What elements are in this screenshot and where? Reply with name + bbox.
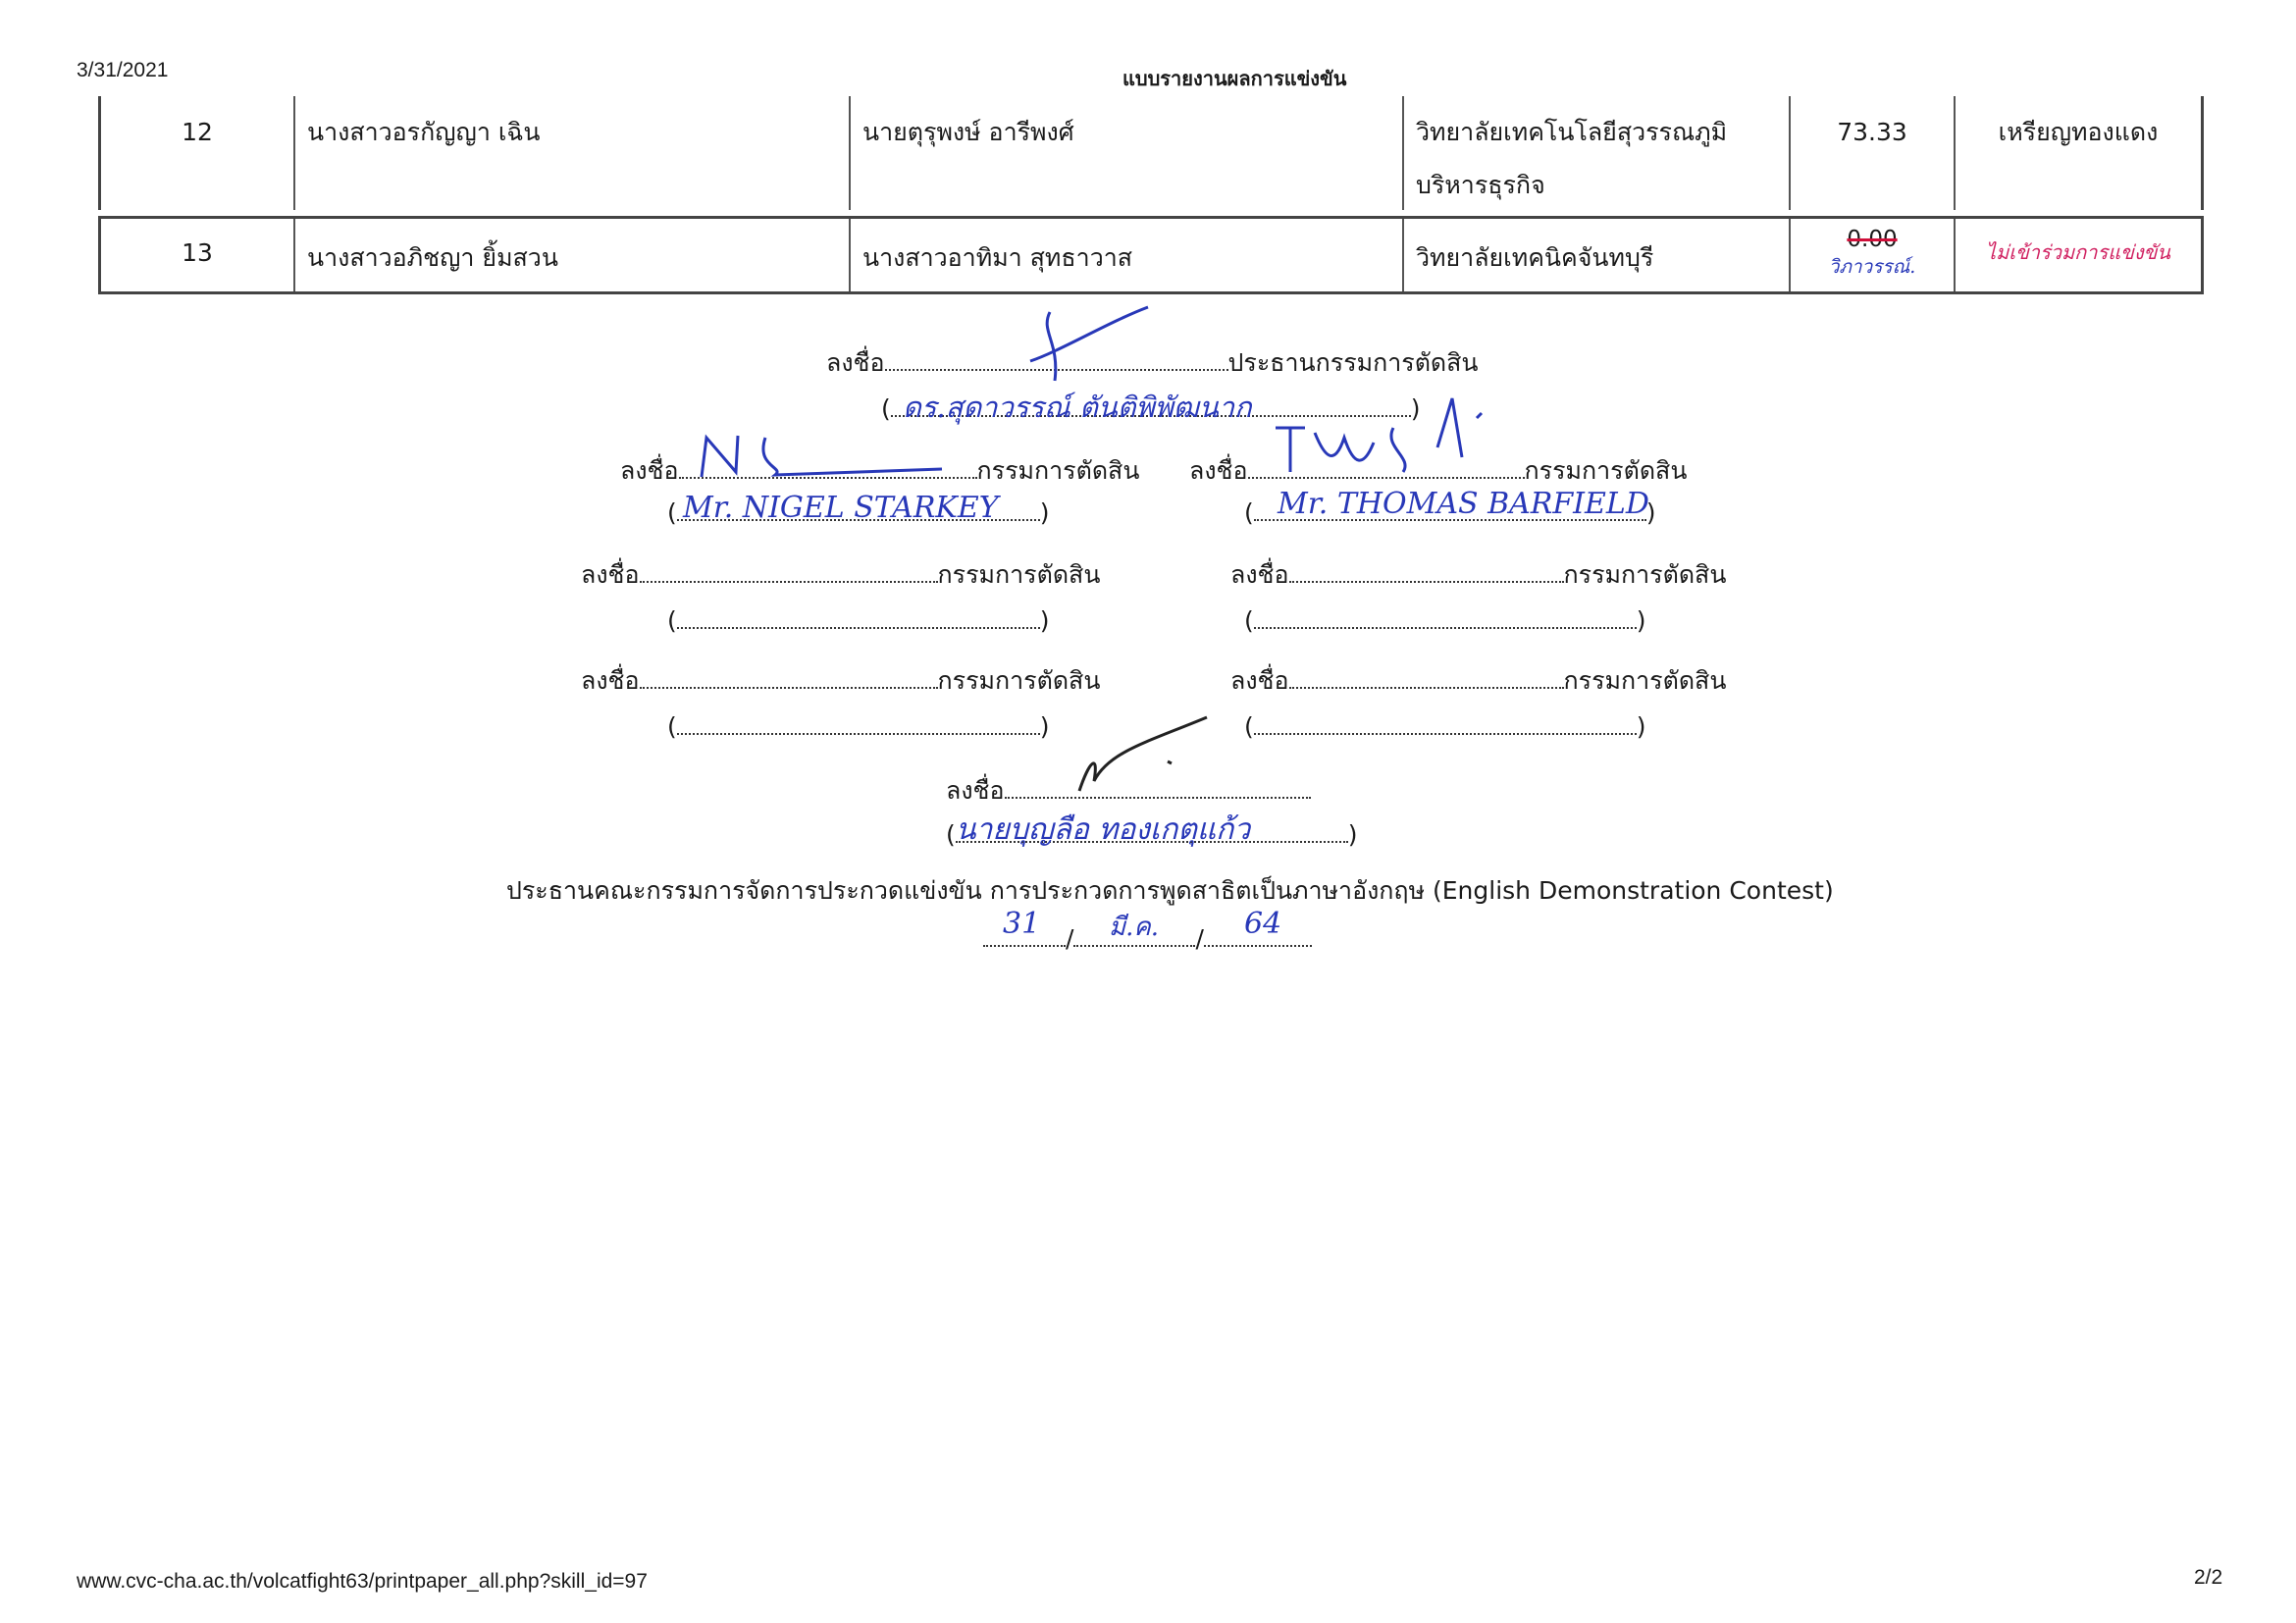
judge3-name-line: ( ) bbox=[667, 606, 1050, 635]
committee-chair-title: ประธานคณะกรรมการจัดการประกวดแข่งขัน การประกวดการพูดสาธิตเป็นภาษาอังกฤษ (English Demonstration Contest) bbox=[506, 876, 1834, 905]
judge1-signature-scribble bbox=[697, 428, 952, 483]
award: เหรียญทองแดง bbox=[1998, 118, 2159, 146]
award-handwritten-note: ไม่เข้าร่วมการแข่งขัน bbox=[1986, 240, 2170, 264]
student-name: นางสาวอรกัญญา เฉิน bbox=[295, 96, 851, 210]
row-number: 13 bbox=[101, 219, 295, 291]
sign-label: ลงชื่อ bbox=[826, 348, 885, 377]
judge5-signature-line bbox=[581, 661, 1100, 701]
page-number: 2/2 bbox=[2194, 1566, 2223, 1589]
judge6-name-line: ( ) bbox=[1244, 712, 1646, 741]
student-name: นางสาวอภิชญา ยิ้มสวน bbox=[295, 219, 851, 291]
score-cell bbox=[1791, 219, 1956, 291]
score-struck: 0.00 bbox=[1847, 227, 1898, 252]
sign-label: ลงชื่อ bbox=[1189, 456, 1248, 485]
judge6-signature-line bbox=[1230, 661, 1726, 701]
sign-label: ลงชื่อ bbox=[620, 456, 679, 485]
sign-label: ลงชื่อ bbox=[581, 666, 640, 695]
school-line-2: บริหารธุรกิจ bbox=[1416, 171, 1545, 199]
teacher-name: นางสาวอาทิมา สุทธาวาส bbox=[851, 219, 1404, 291]
sign-label: ลงชื่อ bbox=[1230, 666, 1289, 695]
sign-label: ลงชื่อ bbox=[946, 776, 1005, 805]
date-month: มี.ค. bbox=[1109, 913, 1160, 942]
judge-role: กรรมการตัดสิน bbox=[1563, 666, 1727, 695]
score: 73.33 bbox=[1791, 96, 1956, 210]
report-title: แบบรายงานผลการแข่งขัน bbox=[1122, 67, 1347, 90]
judge3-signature-line bbox=[581, 555, 1100, 595]
school-name: วิทยาลัยเทคนิคจันทบุรี bbox=[1404, 219, 1791, 291]
judge4-signature-line bbox=[1230, 555, 1726, 595]
judge-role: กรรมการตัดสิน bbox=[937, 560, 1101, 589]
judge2-name: Mr. THOMAS BARFIELD bbox=[1278, 487, 1649, 521]
judge-role: กรรมการตัดสิน bbox=[937, 666, 1101, 695]
chairman-signature-scribble bbox=[1020, 302, 1158, 391]
table-row bbox=[98, 216, 2204, 294]
row-number: 12 bbox=[101, 96, 295, 210]
chairman-name: ดร.สุดาวรรณ์ ตันติพิพัฒนาก bbox=[903, 391, 1252, 424]
date-year: 64 bbox=[1244, 907, 1282, 941]
judge1-name-line: ( ) bbox=[667, 498, 1050, 527]
table-row bbox=[98, 96, 2204, 210]
committee-chair-signature-line bbox=[946, 771, 1311, 811]
committee-chair-name: นายบุญลือ ทองเกตุแก้ว bbox=[956, 812, 1251, 847]
sign-label: ลงชื่อ bbox=[581, 560, 640, 589]
school-line-1: วิทยาลัยเทคโนโลยีสุวรรณภูมิ bbox=[1416, 118, 1728, 146]
chairman-name-line: ( ) bbox=[881, 394, 1421, 423]
committee-chair-name-line: ( ) bbox=[946, 820, 1358, 849]
school-name bbox=[1404, 96, 1791, 210]
judge2-signature-scribble bbox=[1266, 389, 1501, 477]
judge-role: กรรมการตัดสิน bbox=[1524, 456, 1688, 485]
signature-date-line: / / bbox=[983, 924, 1312, 953]
judge-role: กรรมการตัดสิน bbox=[976, 456, 1140, 485]
footer-url: www.cvc-cha.ac.th/volcatfight63/printpaper_all.php?skill_id=97 bbox=[77, 1570, 648, 1593]
judge4-name-line: ( ) bbox=[1244, 606, 1646, 635]
print-date: 3/31/2021 bbox=[77, 59, 169, 81]
date-day: 31 bbox=[1003, 907, 1041, 941]
judge2-name-line: ( ) bbox=[1244, 498, 1656, 527]
chairman-role: ประธานกรรมการตัดสิน bbox=[1227, 348, 1479, 377]
judge1-name: Mr. NIGEL STARKEY bbox=[683, 491, 999, 525]
teacher-name: นายตุรุพงษ์ อารีพงศ์ bbox=[851, 96, 1404, 210]
judge-role: กรรมการตัดสิน bbox=[1563, 560, 1727, 589]
score-handwritten-note: วิภาวรรณ์. bbox=[1828, 256, 1916, 278]
judge5-name-line: ( ) bbox=[667, 712, 1050, 741]
sign-label: ลงชื่อ bbox=[1230, 560, 1289, 589]
